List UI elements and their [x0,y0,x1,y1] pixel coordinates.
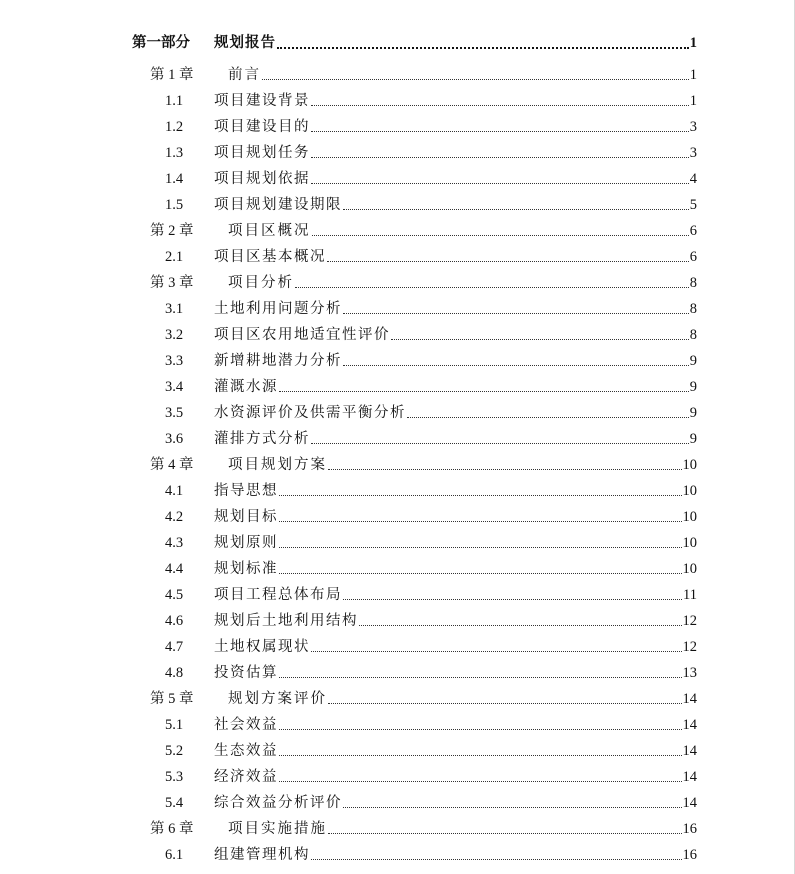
toc-page-number: 9 [689,405,697,421]
toc-page-number: 1 [689,67,697,83]
toc-entry [214,88,697,114]
toc-number: 第 4 章 [150,457,194,473]
dot-leader [279,676,682,678]
toc-title: 社会效益 [214,717,278,733]
toc-number: 4.1 [165,483,184,499]
toc-title: 综合效益分析评价 [214,795,342,811]
toc-number: 1.1 [165,93,184,109]
toc-row-section[interactable] [0,140,795,166]
toc-row-section[interactable] [0,244,795,270]
toc-number: 4.3 [165,535,184,551]
dot-leader [279,520,682,522]
toc-entry [214,192,697,218]
dot-leader [311,182,689,184]
toc-number: 4.6 [165,613,184,629]
dot-leader [328,702,682,704]
toc-number: 1.5 [165,197,184,213]
toc-page-number: 10 [682,483,697,499]
toc-number: 1.4 [165,171,184,187]
table-of-contents [0,28,795,868]
toc-entry [214,374,697,400]
toc-row-section[interactable] [0,582,795,608]
toc-page-number: 5 [689,197,697,213]
toc-page-number: 6 [689,223,697,239]
toc-number: 3.1 [165,301,184,317]
dot-leader [312,234,689,236]
toc-entry [228,686,697,712]
toc-number: 1.2 [165,119,184,135]
toc-page-number: 14 [682,743,697,759]
toc-title: 项目规划方案 [228,457,327,473]
toc-row-section[interactable] [0,738,795,764]
dot-leader [279,572,682,574]
toc-title: 规划方案评价 [228,691,327,707]
toc-title: 项目实施措施 [228,821,327,837]
toc-row-section[interactable] [0,426,795,452]
toc-number: 5.1 [165,717,184,733]
dot-leader [277,46,689,49]
toc-title: 生态效益 [214,743,278,759]
dot-leader [295,286,689,288]
toc-title: 项目规划任务 [214,145,310,161]
toc-entry [214,426,697,452]
toc-entry [228,816,697,842]
toc-page-number: 9 [689,431,697,447]
toc-title: 灌溉水源 [214,379,278,395]
toc-title: 项目区农用地适宜性评价 [214,327,390,343]
toc-title: 规划原则 [214,535,278,551]
toc-row-section[interactable] [0,322,795,348]
toc-title: 规划后土地利用结构 [214,613,358,629]
toc-row-section[interactable] [0,114,795,140]
toc-entry [214,582,697,608]
dot-leader [262,78,689,80]
toc-row-chapter[interactable] [0,62,795,88]
dot-leader [311,650,682,652]
toc-entry [228,270,697,296]
dot-leader [279,728,682,730]
dot-leader [327,260,689,262]
toc-title: 规划标准 [214,561,278,577]
toc-number: 4.5 [165,587,184,603]
toc-entry [214,660,697,686]
toc-number: 3.5 [165,405,184,421]
toc-number: 第一部分 [132,35,190,51]
toc-title: 组建管理机构 [214,847,310,863]
toc-row-section[interactable] [0,608,795,634]
dot-leader [343,364,689,366]
toc-number: 1.3 [165,145,184,161]
toc-entry [214,28,697,58]
toc-title: 指导思想 [214,483,278,499]
toc-entry [214,244,697,270]
toc-page-number: 12 [682,613,697,629]
toc-page-number: 16 [682,847,697,863]
toc-entry [228,218,697,244]
toc-title: 项目建设背景 [214,93,310,109]
toc-entry [214,322,697,348]
toc-page-number: 10 [682,509,697,525]
toc-page-number: 1 [689,35,697,51]
dot-leader [279,390,689,392]
toc-number: 4.4 [165,561,184,577]
toc-entry [214,608,697,634]
dot-leader [359,624,682,626]
dot-leader [311,858,682,860]
toc-page-number: 3 [689,145,697,161]
toc-page-number: 16 [682,821,697,837]
toc-entry [214,842,697,868]
toc-row-section[interactable] [0,374,795,400]
toc-entry [214,738,697,764]
toc-number: 3.6 [165,431,184,447]
toc-number: 3.4 [165,379,184,395]
toc-number: 5.4 [165,795,184,811]
toc-number: 5.3 [165,769,184,785]
toc-page-number: 14 [682,717,697,733]
toc-number: 5.2 [165,743,184,759]
dot-leader [343,598,682,600]
toc-row-section[interactable] [0,530,795,556]
toc-title: 水资源评价及供需平衡分析 [214,405,406,421]
toc-entry [214,556,697,582]
toc-row-part[interactable] [0,28,795,62]
toc-entry [214,530,697,556]
toc-title: 项目建设目的 [214,119,310,135]
toc-row-section[interactable] [0,400,795,426]
dot-leader [279,494,682,496]
toc-title: 规划目标 [214,509,278,525]
toc-page-number: 10 [682,457,697,473]
dot-leader [311,104,689,106]
toc-number: 第 6 章 [150,821,194,837]
toc-page-number: 11 [683,587,697,603]
toc-page-number: 14 [682,691,697,707]
toc-entry [214,478,697,504]
dot-leader [343,806,682,808]
dot-leader [328,832,682,834]
dot-leader [343,208,689,210]
toc-row-chapter[interactable] [0,218,795,244]
toc-page-number: 8 [689,275,697,291]
dot-leader [279,780,682,782]
toc-row-section[interactable] [0,790,795,816]
toc-row-section[interactable] [0,166,795,192]
dot-leader [407,416,689,418]
toc-title: 投资估算 [214,665,278,681]
dot-leader [391,338,689,340]
toc-row-section[interactable] [0,296,795,322]
toc-entry [214,400,697,426]
toc-number: 4.2 [165,509,184,525]
toc-page-number: 8 [689,301,697,317]
toc-number: 第 3 章 [150,275,194,291]
toc-row-section[interactable] [0,504,795,530]
toc-page-number: 3 [689,119,697,135]
toc-number: 3.2 [165,327,184,343]
toc-row-section[interactable] [0,192,795,218]
toc-row-section[interactable] [0,88,795,114]
toc-page-number: 9 [689,353,697,369]
toc-page-number: 10 [682,561,697,577]
toc-row-section[interactable] [0,660,795,686]
toc-title: 经济效益 [214,769,278,785]
dot-leader [279,546,682,548]
dot-leader [328,468,682,470]
toc-entry [214,114,697,140]
toc-entry [214,504,697,530]
toc-page-number: 1 [689,93,697,109]
toc-entry [228,452,697,478]
toc-number: 第 5 章 [150,691,194,707]
toc-page-number: 9 [689,379,697,395]
toc-title: 土地利用问题分析 [214,301,342,317]
toc-page-number: 10 [682,535,697,551]
toc-row-section[interactable] [0,478,795,504]
toc-number: 3.3 [165,353,184,369]
toc-number: 6.1 [165,847,184,863]
toc-row-section[interactable] [0,842,795,868]
toc-number: 4.7 [165,639,184,655]
toc-row-section[interactable] [0,764,795,790]
toc-number: 第 2 章 [150,223,194,239]
toc-title: 项目分析 [228,275,294,291]
toc-row-section[interactable] [0,556,795,582]
toc-row-chapter[interactable] [0,270,795,296]
toc-entry [214,296,697,322]
toc-row-chapter[interactable] [0,686,795,712]
toc-entry [214,348,697,374]
toc-title: 项目区概况 [228,223,311,239]
dot-leader [311,130,689,132]
toc-page-number: 14 [682,795,697,811]
dot-leader [343,312,689,314]
toc-entry [214,166,697,192]
toc-entry [214,140,697,166]
dot-leader [279,754,682,756]
toc-page-number: 12 [682,639,697,655]
toc-entry [214,634,697,660]
toc-number: 4.8 [165,665,184,681]
toc-entry [228,62,697,88]
toc-entry [214,764,697,790]
toc-title: 土地权属现状 [214,639,310,655]
toc-title: 新增耕地潜力分析 [214,353,342,369]
toc-page-number: 4 [689,171,697,187]
toc-row-section[interactable] [0,348,795,374]
dot-leader [311,156,689,158]
toc-entry [214,712,697,738]
toc-title: 灌排方式分析 [214,431,310,447]
toc-page-number: 14 [682,769,697,785]
toc-page-number: 13 [682,665,697,681]
toc-title: 项目规划依据 [214,171,310,187]
toc-title: 前言 [228,67,261,83]
dot-leader [311,442,689,444]
toc-page-number: 8 [689,327,697,343]
toc-row-section[interactable] [0,634,795,660]
toc-title: 项目规划建设期限 [214,197,342,213]
toc-row-chapter[interactable] [0,452,795,478]
toc-number: 第 1 章 [150,67,194,83]
toc-title: 项目区基本概况 [214,249,326,265]
toc-row-section[interactable] [0,712,795,738]
toc-row-chapter[interactable] [0,816,795,842]
toc-title: 规划报告 [214,35,276,51]
toc-entry [214,790,697,816]
toc-number: 2.1 [165,249,184,265]
toc-title: 项目工程总体布局 [214,587,342,603]
toc-page-number: 6 [689,249,697,265]
